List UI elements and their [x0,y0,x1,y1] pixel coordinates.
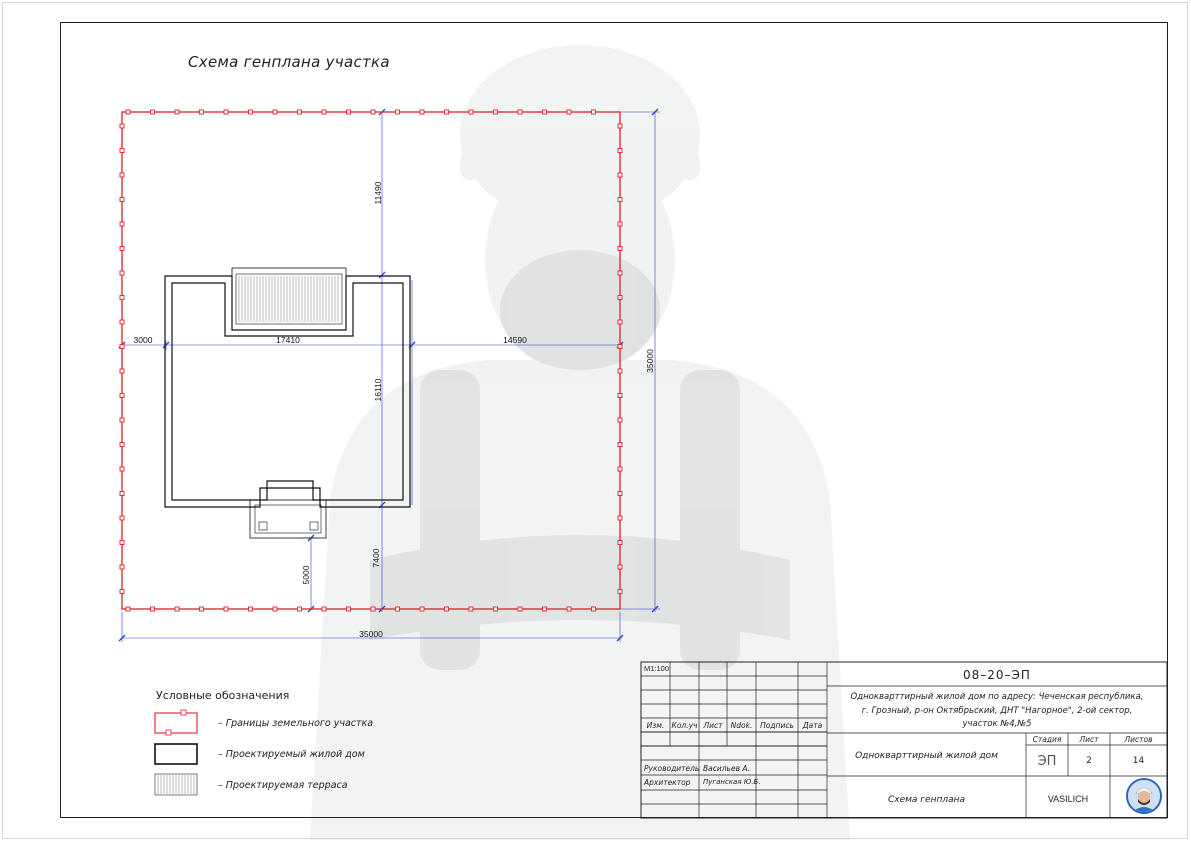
boundary-marker [347,607,351,611]
legend-title: Условные обозначения [156,689,290,702]
boundary-marker [618,565,622,569]
boundary-marker [618,296,622,300]
boundary-marker [120,345,124,349]
boundary-marker [120,198,124,202]
tb-col-podpis: Подпись [760,721,794,730]
boundary-marker [200,110,204,114]
boundary-marker [618,173,622,177]
legend-label-terrace: – Проектируемая терраса [218,780,348,791]
boundary-marker [120,516,124,520]
boundary-marker [120,443,124,447]
boundary-marker [543,607,547,611]
boundary-marker [618,149,622,153]
dim-text-3000: 3000 [133,335,153,345]
terrace-hatch [239,276,338,322]
boundary-marker [347,110,351,114]
boundary-markers [120,110,622,611]
boundary-marker [151,110,155,114]
tb-col-izm: Изм. [646,721,665,730]
boundary-marker [518,110,522,114]
boundary-marker [618,222,622,226]
boundary-marker [618,124,622,128]
dim-text-35000-bottom: 35000 [359,629,383,639]
tb-code: 08–20–ЭП [963,668,1031,682]
boundary-marker [618,467,622,471]
tb-col-ndok: Ndok. [730,721,753,730]
boundary-marker [469,607,473,611]
boundary-marker [120,467,124,471]
boundary-marker [445,110,449,114]
boundary-marker [543,110,547,114]
tb-object-name: Однокварттирный жилой дом [855,751,998,761]
boundary-marker [175,110,179,114]
dim-text-11490: 11490 [373,181,383,205]
boundary-marker [120,247,124,251]
boundary-marker [126,110,130,114]
tb-address-3: участок №4,№5 [962,719,1032,729]
boundary-marker [396,110,400,114]
boundary-marker [618,492,622,496]
tb-col-koluch: Кол.уч [671,721,698,730]
dim-text-16110: 16110 [373,378,383,402]
boundary-marker [618,369,622,373]
boundary-marker [120,394,124,398]
legend-label-house: – Проектируемый жилой дом [218,749,365,760]
tb-sheet-label: Лист [1079,735,1099,744]
boundary-marker [371,110,375,114]
boundary-marker [567,607,571,611]
tb-author: VASILICH [1047,794,1089,804]
boundary-marker [273,607,277,611]
tb-sheets-label: Листов [1124,735,1153,744]
boundary-marker [120,149,124,153]
tb-col-list: Лист [703,721,723,730]
boundary-marker [120,369,124,373]
tb-role-lead: Руководитель [644,764,700,773]
boundary-marker [420,607,424,611]
tb-sheet-value: 2 [1086,756,1092,766]
boundary-marker [120,590,124,594]
tb-stage-value: ЭП [1037,754,1057,769]
boundary-marker [396,607,400,611]
tb-scale: М1:100 [644,664,670,673]
author-avatar [1126,778,1162,814]
boundary-marker [120,492,124,496]
boundary-marker [618,541,622,545]
boundary-marker [224,607,228,611]
plan-title: Схема генплана участка [188,53,390,71]
boundary-marker [618,443,622,447]
boundary-marker [618,418,622,422]
dimension-lines [122,112,660,642]
boundary-marker [120,541,124,545]
boundary-marker [618,320,622,324]
boundary-marker [469,110,473,114]
boundary-marker [494,607,498,611]
boundary-marker [120,320,124,324]
dimension-ticks [119,109,658,641]
boundary-marker [273,110,277,114]
boundary-marker [371,607,375,611]
dim-text-5000: 5000 [301,565,311,585]
tb-col-data: Дата [802,721,823,730]
legend-label-boundary: – Границы земельного участка [218,718,374,729]
tb-name-architect: Пуганская Ю.Б. [703,778,761,786]
boundary-marker [175,607,179,611]
dim-text-35000-right: 35000 [645,349,655,373]
legend-boundary-symbol [155,713,197,733]
legend-symbols [155,710,197,795]
boundary-marker [120,173,124,177]
house-outline [165,268,410,538]
boundary-marker [592,110,596,114]
boundary-marker [618,247,622,251]
boundary-marker [494,110,498,114]
boundary-marker [120,124,124,128]
tb-address-1: Однокварттирный жилой дом по адресу: Чеченская республика, [850,692,1144,702]
boundary-marker [322,607,326,611]
boundary-marker [618,345,622,349]
boundary-marker [420,110,424,114]
boundary-marker [249,110,253,114]
tb-stage-label: Стадия [1032,735,1062,744]
boundary-marker [618,516,622,520]
boundary-marker [618,198,622,202]
boundary-marker [322,110,326,114]
tb-drawing-name: Схема генплана [887,795,965,805]
boundary-marker [249,607,253,611]
boundary-marker [618,590,622,594]
boundary-marker [567,110,571,114]
legend-house-symbol [155,744,197,764]
boundary-marker [126,607,130,611]
tb-address-2: г. Грозный, р-он Октябрьский, ДНТ "Нагорное", 2-ой сектор, [861,706,1133,716]
tb-name-lead: Васильев А. [703,764,750,773]
boundary-marker [120,565,124,569]
boundary-marker [120,271,124,275]
boundary-marker [120,222,124,226]
tb-role-architect: Архитектор [644,778,691,787]
builder-avatar-icon [1128,780,1160,812]
tb-sheets-value: 14 [1132,756,1145,766]
boundary-marker [120,418,124,422]
dim-text-7400: 7400 [371,548,381,568]
boundary-marker [298,607,302,611]
dim-text-14590: 14590 [503,335,527,345]
boundary-marker [592,607,596,611]
boundary-marker [298,110,302,114]
boundary-marker [151,607,155,611]
boundary-marker [518,607,522,611]
dim-text-17410: 17410 [276,335,300,345]
boundary-marker [200,607,204,611]
land-boundary [122,112,620,609]
boundary-marker [224,110,228,114]
boundary-marker [445,607,449,611]
boundary-marker [120,296,124,300]
boundary-marker [618,271,622,275]
boundary-marker [618,394,622,398]
